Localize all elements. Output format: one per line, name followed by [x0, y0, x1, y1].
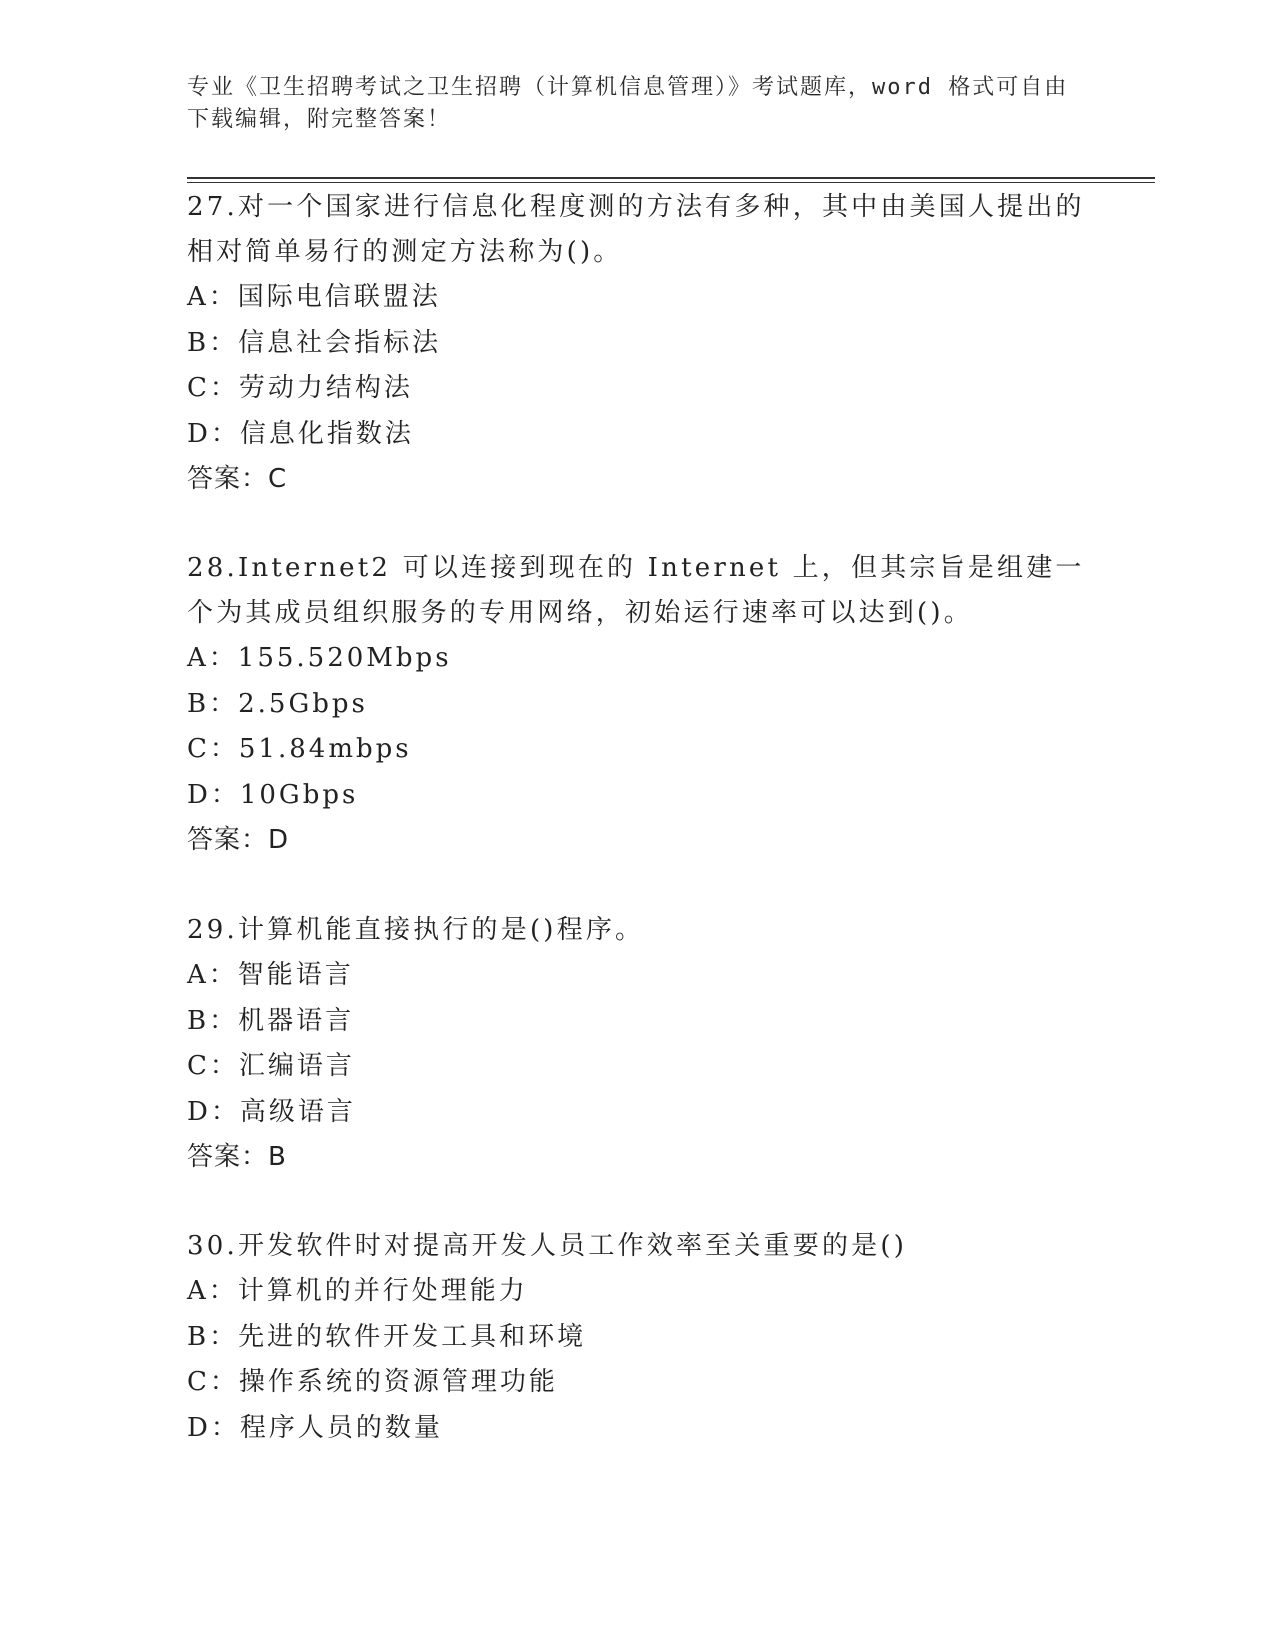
option-d: D：10Gbps	[187, 779, 359, 810]
header-divider-top	[187, 177, 1155, 179]
question-stem: 28.Internet2 可以连接到现在的 Internet 上，但其宗旨是组建一个为其成员组织服务的专用网络，初始运行速率可以达到()。	[187, 553, 1085, 628]
option-d: D：高级语言	[187, 1096, 356, 1127]
option-a: A：国际电信联盟法	[187, 282, 441, 312]
option-b: B：先进的软件开发工具和环境	[187, 1321, 587, 1352]
option-b: B：机器语言	[187, 1005, 355, 1036]
option-b: B：2.5Gbps	[187, 688, 368, 719]
option-a: A：智能语言	[187, 960, 354, 990]
question-30	[187, 1224, 1107, 1451]
question-stem: 30.开发软件时对提高开发人员工作效率至关重要的是()	[187, 1231, 908, 1261]
option-a: A：计算机的并行处理能力	[187, 1276, 528, 1306]
option-d: D：程序人员的数量	[187, 1412, 443, 1443]
question-27	[187, 185, 1107, 502]
option-d: D：信息化指数法	[187, 418, 414, 449]
question-28	[187, 546, 1107, 863]
document-header: 专业《卫生招聘考试之卫生招聘（计算机信息管理）》考试题库，word 格式可自由下载编辑，附完整答案！	[187, 75, 1069, 132]
option-b: B：信息社会指标法	[187, 327, 442, 358]
question-stem: 29.计算机能直接执行的是()程序。	[187, 915, 645, 945]
option-c: C：操作系统的资源管理功能	[187, 1367, 558, 1397]
answer-line: 答案：D	[187, 825, 290, 855]
option-c: C：51.84mbps	[187, 734, 412, 764]
answer-line: 答案：C	[187, 464, 288, 494]
option-c: C：汇编语言	[187, 1051, 355, 1081]
question-stem: 27.对一个国家进行信息化程度测的方法有多种，其中由美国人提出的相对简单易行的测定方法称为()。	[187, 192, 1085, 267]
option-a: A：155.520Mbps	[187, 643, 452, 673]
question-29	[187, 908, 1107, 1180]
header-divider-bottom	[187, 182, 1155, 183]
answer-line: 答案：B	[187, 1142, 287, 1172]
option-c: C：劳动力结构法	[187, 373, 413, 403]
